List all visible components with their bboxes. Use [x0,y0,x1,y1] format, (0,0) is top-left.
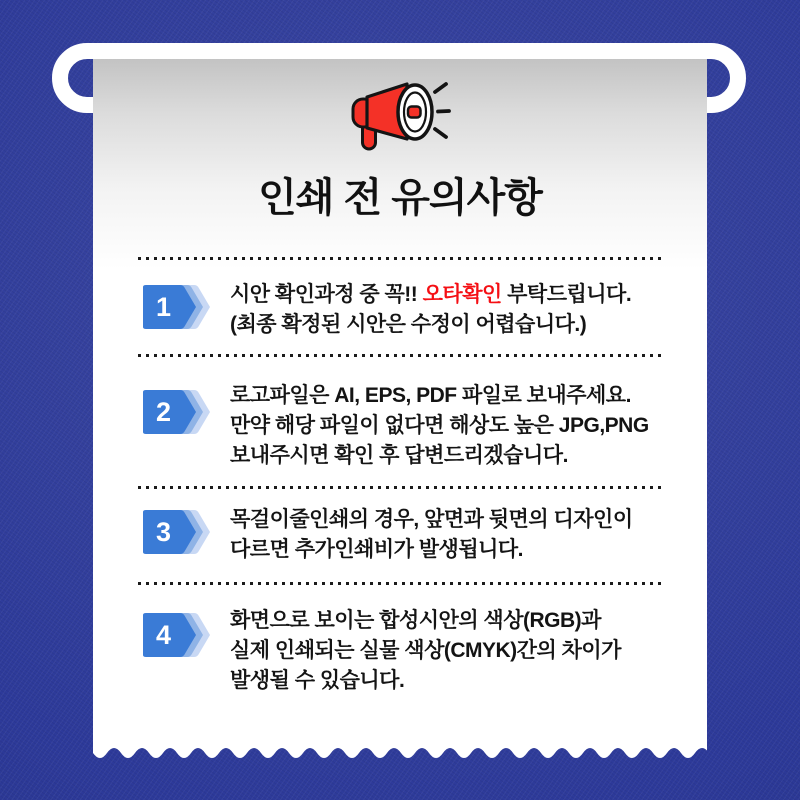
highlighted-text: 오타확인 [422,283,502,306]
notice-line: 발생될 수 있습니다. [230,669,405,692]
item-number: 3 [155,516,172,547]
notice-line: 시안 확인과정 중 꼭!! 오타확인 부탁드립니다. [230,283,632,306]
dotted-divider [138,354,663,357]
notice-line: 목걸이줄인쇄의 경우, 앞면과 뒷면의 디자인이 [230,508,633,531]
item-number-badge [142,389,210,435]
notice-item-text [230,505,680,565]
notice-line: 다르면 추가인쇄비가 발생됩니다. [230,538,524,561]
notice-line: (최종 확정된 시안은 수정이 어렵습니다.) [230,313,587,336]
item-number: 2 [155,396,172,427]
item-number: 1 [155,291,172,322]
notice-line: 실제 인쇄되는 실물 색상(CMYK)간의 차이가 [230,639,621,662]
notice-item-text [230,381,680,471]
notice-item-text [230,280,680,340]
notice-item-text [230,606,680,696]
dotted-divider [138,257,663,260]
item-number-badge [142,284,210,330]
notice-line: 로고파일은 AI, EPS, PDF 파일로 보내주세요. [230,384,631,407]
megaphone-icon [340,72,460,162]
notice-line: 화면으로 보이는 합성시안의 색상(RGB)과 [230,609,601,632]
item-number-badge [142,509,210,555]
item-number-badge [142,612,210,658]
notice-line: 보내주시면 확인 후 답변드리겠습니다. [230,444,568,467]
page-title: 인쇄 전 유의사항 [258,176,542,220]
notice-line: 만약 해당 파일이 없다면 해상도 높은 JPG,PNG [230,414,649,437]
dotted-divider [138,582,663,585]
dotted-divider [138,486,663,489]
item-number: 4 [155,619,172,650]
